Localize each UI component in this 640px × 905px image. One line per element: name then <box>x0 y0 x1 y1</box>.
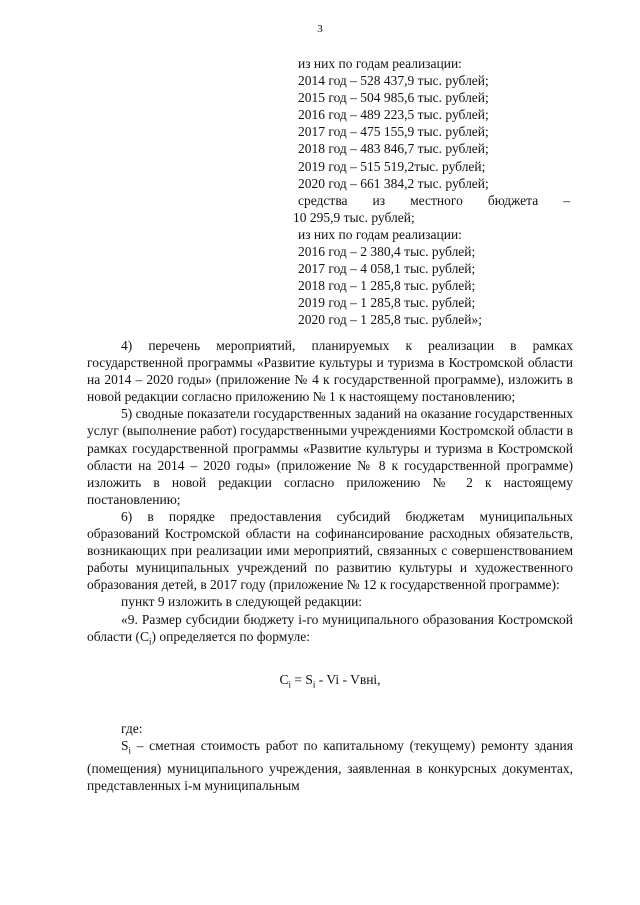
word: из <box>372 192 386 208</box>
subscript: i <box>149 636 152 647</box>
word: средства <box>298 192 348 208</box>
paragraph-4: 4) перечень мероприятий, планируемых к реализации в рамках государственной программы «Развитие культуры и туризма в Костромской области на 2014 – 2020 годы» (приложение № 4 к государственной программе), изложить в новой редакции согласно приложению № 1 к настоящему постановлению; <box>87 338 573 405</box>
subscript: i <box>288 680 291 691</box>
year-line: 2019 год – 1 285,8 тыс. рублей; <box>298 295 476 311</box>
year-line: 2017 год – 4 058,1 тыс. рублей; <box>298 261 476 277</box>
formula-c: C <box>279 672 289 688</box>
year-line: 2016 год – 2 380,4 тыс. рублей; <box>298 244 476 260</box>
paragraph-5: 5) сводные показатели государственных заданий на оказание государственных услуг (выполнение работ) государственными учреждениями Костромской области в рамках государственной программы «Развитие культуры и туризма в Костромской области на 2014 – 2020 годы» (приложение № 8 к государственной программе) изложить в новой редакции согласно приложению № 2 к настоящему постановлению; <box>87 406 573 507</box>
word: бюджета <box>487 192 539 208</box>
budget-list <box>293 55 578 329</box>
paragraph-9 <box>87 611 573 651</box>
paragraph-9-end: ) определяется по формуле: <box>151 628 310 644</box>
years-header: из них по годам реализации: <box>298 226 462 242</box>
subscript: i <box>128 745 132 756</box>
subscript: i <box>312 680 316 691</box>
s-letter: S <box>121 738 129 754</box>
year-line: 2015 год – 504 985,6 тыс. рублей; <box>298 90 489 106</box>
body-text <box>87 337 573 794</box>
word: – <box>563 192 570 208</box>
paragraph-6-sub: пункт 9 изложить в следующей редакции: <box>121 594 363 610</box>
years-header: из них по годам реализации: <box>298 56 462 71</box>
year-line: 2017 год – 475 155,9 тыс. рублей; <box>298 124 489 140</box>
year-line: 2020 год – 661 384,2 тыс. рублей; <box>298 175 489 191</box>
paragraph-6: 6) в порядке предоставления субсидий бюджетам муниципальных образований Костромской области на софинансирование расходных обязательств, возникающих при реализации ими мероприятий, связанных с совершенствованием работы муниципальных учреждений по развитию культуры и художественного образования детей, в 2017 году (приложение № 12 к государственной программе): <box>87 508 573 593</box>
year-line: 2014 год – 528 437,9 тыс. рублей; <box>298 73 489 89</box>
word: местного <box>410 192 463 208</box>
where-label: где: <box>121 721 143 737</box>
formula <box>87 671 573 694</box>
formula-rest: - Vi - Vвнi, <box>315 672 381 688</box>
local-budget-label <box>298 192 570 209</box>
s-definition <box>87 737 573 794</box>
year-line: 2018 год – 1 285,8 тыс. рублей; <box>298 278 476 294</box>
formula-eq: = S <box>290 672 313 688</box>
year-line: 2018 год – 483 846,7 тыс. рублей; <box>298 141 489 157</box>
page-number: 3 <box>317 23 323 35</box>
paragraph-9-start: «9. Размер субсидии бюджету i-го муниципального образования Костромской области (C <box>87 611 573 644</box>
local-budget-amount: 10 295,9 тыс. рублей; <box>293 209 415 225</box>
year-line: 2019 год – 515 519,2тыс. рублей; <box>298 158 486 174</box>
year-line: 2020 год – 1 285,8 тыс. рублей»; <box>298 312 483 328</box>
year-line: 2016 год – 489 223,5 тыс. рублей; <box>298 107 489 123</box>
s-definition-text: – сметная стоимость работ по капитальному (текущему) ремонту здания (помещения) муниципального учреждения, заявленная в конкурсных документах, представленных i-м муниципальным <box>87 738 573 794</box>
